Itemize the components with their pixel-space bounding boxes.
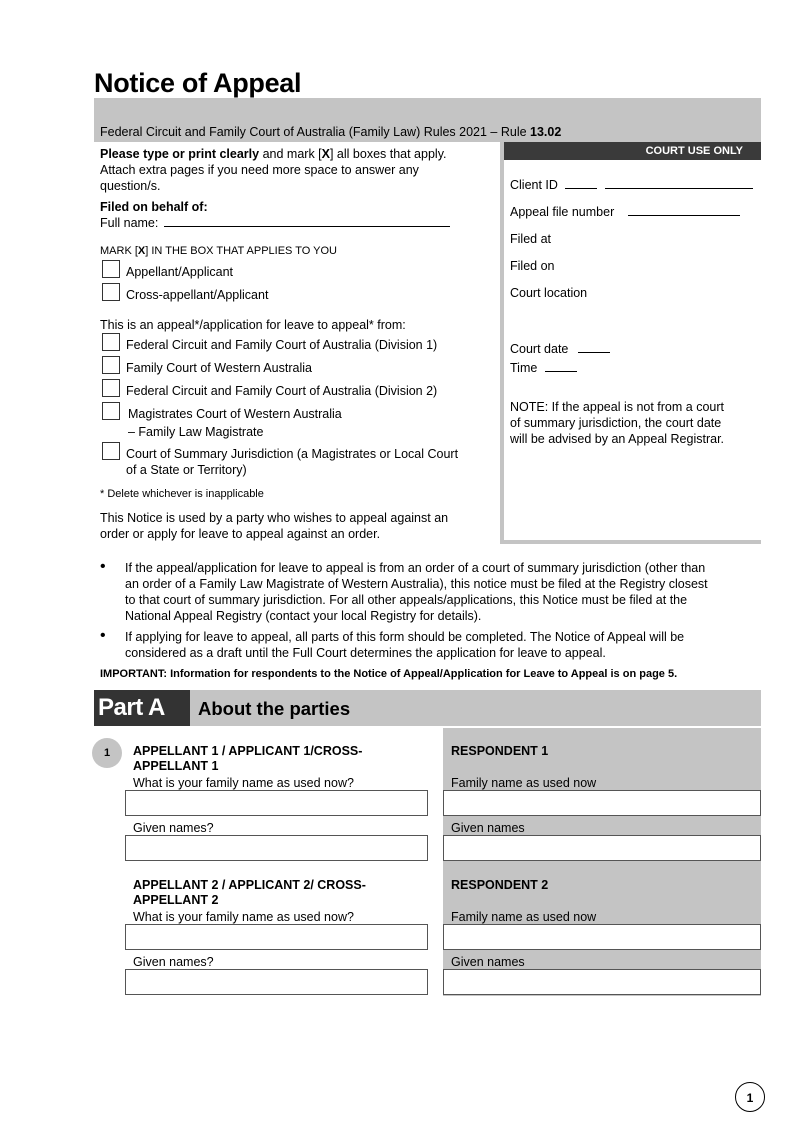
cross-appellant-option-label: Cross-appellant/Applicant	[126, 288, 269, 302]
heading-line: APPELLANT 1	[133, 759, 219, 773]
full-name-field[interactable]	[100, 215, 450, 231]
court-date-field[interactable]	[510, 341, 610, 356]
client-id-line-a	[565, 177, 597, 189]
appellant-2-given-question: Given names?	[133, 955, 214, 969]
instructions-text: and mark [	[259, 147, 322, 161]
bullet-leave-to-appeal	[125, 629, 684, 661]
filed-on-behalf-label: Filed on behalf of:	[100, 200, 208, 214]
bullet-line: If the appeal/application for leave to appeal is from an order of a court of summary jurisdiction (other than	[125, 561, 706, 575]
appellant-1-family-name-input[interactable]	[125, 790, 428, 816]
x-mark: X	[137, 245, 146, 257]
instructions-line: Attach extra pages if you need more space to answer any	[100, 163, 419, 177]
heading-line: APPELLANT 2	[133, 893, 219, 907]
bullet-icon: •	[100, 627, 106, 644]
appeal-file-line-b	[658, 204, 740, 216]
appellant-2-given-names-input[interactable]	[125, 969, 428, 995]
delete-footnote: * Delete whichever is inapplicable	[100, 488, 264, 500]
client-id-field[interactable]	[510, 177, 753, 192]
bullet-line: to that court of summary jurisdiction. For all other appeals/applications, this Notice must be filed at the	[125, 593, 688, 607]
notice-purpose	[100, 510, 448, 542]
appellant-1-given-names-input[interactable]	[125, 835, 428, 861]
mark-suffix: ] IN THE BOX THAT APPLIES TO YOU	[145, 245, 338, 257]
appellant-1-heading	[133, 744, 362, 774]
time-label: Time	[510, 361, 538, 375]
page-title: Notice of Appeal	[94, 68, 302, 98]
mark-prefix: MARK [	[100, 245, 138, 257]
option-line: Magistrates Court of Western Australia	[128, 407, 342, 421]
bullet-line: If applying for leave to appeal, all parts of this form should be completed. The Notice of Appeal will be	[125, 630, 685, 644]
option-line: – Family Law Magistrate	[128, 425, 264, 439]
respondent-1-heading: RESPONDENT 1	[451, 744, 549, 758]
heading-line: APPELLANT 1 / APPLICANT 1/CROSS-	[133, 744, 363, 758]
client-id-label: Client ID	[510, 178, 558, 192]
rules-reference	[100, 125, 561, 139]
summary-jurisdiction-checkbox[interactable]	[102, 442, 120, 460]
appellant-option-label: Appellant/Applicant	[126, 265, 234, 279]
appeal-file-number-field[interactable]	[510, 204, 740, 219]
important-notice: IMPORTANT: Information for respondents to the Notice of Appeal/Application for Leave to Appeal is on page 5.	[100, 668, 678, 680]
magistrates-wa-checkbox[interactable]	[102, 402, 120, 420]
appeal-file-line-a	[628, 204, 658, 216]
time-field[interactable]	[510, 360, 577, 375]
appeal-from-intro: This is an appeal*/application for leave to appeal* from:	[100, 318, 406, 332]
mark-instruction	[100, 245, 337, 257]
purpose-line: This Notice is used by a party who wishes to appeal against an	[100, 511, 449, 525]
full-name-label: Full name:	[100, 216, 159, 230]
respondent-2-heading: RESPONDENT 2	[451, 878, 549, 892]
appeal-file-number-label: Appeal file number	[510, 205, 615, 219]
bullet-line: an order of a Family Law Magistrate of Western Australia), this notice must be filed at the Registry closest	[125, 577, 708, 591]
instructions-text: ] all boxes that apply.	[329, 147, 447, 161]
part-a-label: Part A	[94, 690, 190, 726]
respondent-1-family-label: Family name as used now	[451, 776, 597, 790]
appellant-1-family-question: What is your family name as used now?	[133, 776, 354, 790]
appellant-2-family-question: What is your family name as used now?	[133, 910, 354, 924]
respondent-1-given-names-input[interactable]	[443, 835, 761, 861]
court-location-label: Court location	[510, 286, 588, 300]
page-number: 1	[735, 1082, 765, 1112]
note-line: of summary jurisdiction, the court date	[510, 416, 722, 430]
fcfca-div2-label: Federal Circuit and Family Court of Australia (Division 2)	[126, 384, 438, 398]
appellant-1-given-question: Given names?	[133, 821, 214, 835]
rule-number: 13.02	[530, 125, 562, 139]
respondent-2-family-name-input[interactable]	[443, 924, 761, 950]
part-a-title: About the parties	[198, 698, 351, 719]
summary-jurisdiction-label	[126, 446, 458, 478]
option-line: of a State or Territory)	[126, 463, 247, 477]
bullet-summary-jurisdiction	[125, 560, 708, 624]
respondent-2-given-label: Given names	[451, 955, 525, 969]
respondent-2-given-names-input[interactable]	[443, 969, 761, 995]
instructions-bold: Please type or print clearly	[100, 147, 260, 161]
option-line: Court of Summary Jurisdiction (a Magistrates or Local Court	[126, 447, 459, 461]
purpose-line: order or apply for leave to appeal against an order.	[100, 527, 381, 541]
instructions	[100, 146, 447, 194]
magistrates-wa-label	[128, 406, 342, 440]
appellant-checkbox[interactable]	[102, 260, 120, 278]
fcfca-div2-checkbox[interactable]	[102, 379, 120, 397]
filed-on-label: Filed on	[510, 259, 555, 273]
heading-line: APPELLANT 2 / APPLICANT 2/ CROSS-	[133, 878, 366, 892]
time-line	[545, 360, 577, 372]
note-line: NOTE: If the appeal is not from a court	[510, 400, 724, 414]
bullet-line: National Appeal Registry (contact your local Registry for details).	[125, 609, 482, 623]
cross-appellant-checkbox[interactable]	[102, 283, 120, 301]
client-id-line-b	[605, 177, 753, 189]
rules-prefix: Federal Circuit and Family Court of Australia (Family Law) Rules 2021 – Rule	[100, 125, 531, 139]
bullet-icon: •	[100, 558, 106, 575]
appellant-2-family-name-input[interactable]	[125, 924, 428, 950]
respondent-1-family-name-input[interactable]	[443, 790, 761, 816]
bullet-line: considered as a draft until the Full Court determines the application for leave to appeal.	[125, 646, 606, 660]
x-mark: X	[321, 147, 330, 161]
court-use-header: COURT USE ONLY	[504, 142, 761, 160]
court-date-line	[578, 341, 610, 353]
court-date-note	[510, 399, 724, 447]
respondent-1-given-label: Given names	[451, 821, 525, 835]
appellant-2-heading	[133, 878, 366, 908]
respondent-2-family-label: Family name as used now	[451, 910, 597, 924]
instructions-line: question/s.	[100, 179, 161, 193]
fcwa-label: Family Court of Western Australia	[126, 361, 312, 375]
note-line: will be advised by an Appeal Registrar.	[510, 432, 725, 446]
court-date-label: Court date	[510, 342, 569, 356]
fcwa-checkbox[interactable]	[102, 356, 120, 374]
full-name-line	[164, 215, 450, 227]
fcfca-div1-checkbox[interactable]	[102, 333, 120, 351]
fcfca-div1-label: Federal Circuit and Family Court of Australia (Division 1)	[126, 338, 438, 352]
filed-at-label: Filed at	[510, 232, 551, 246]
question-number-badge: 1	[92, 738, 122, 768]
